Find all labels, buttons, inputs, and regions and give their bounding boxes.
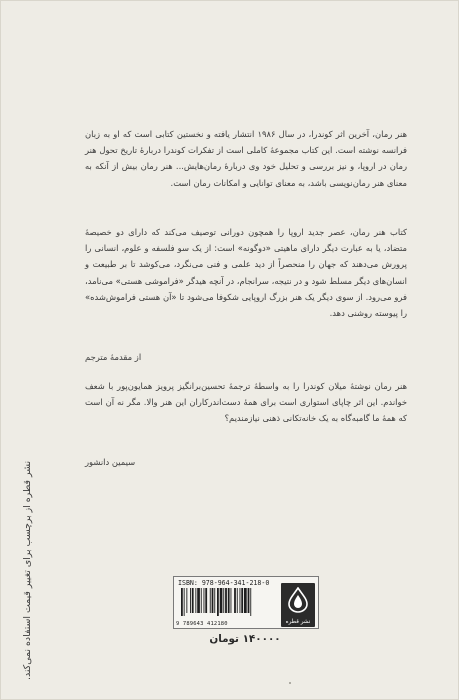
intro-paragraph-2-text: کتاب هنر رمان، عصر جدید اروپا را همچون دورانی توصیف می‌کند که دارای دو خصیصهٔ متضاد، یا به عبارت دیگر دارای ماهیتی «دوگونه» است: از یک سو فلسفه و علوم، انسانی را پرورش می‌دهند که جهان را منحصراً از دید علمی و فنی می‌نگرد، می‌کوشد تا بر طبیعت و انسان‌های دیگر مسلط شود و در نتیجه، سرانجام، در آنچه هیدگر «فراموشی هستی» می‌نامد، فرو می‌رود. از سوی دیگر یک هنر بزرگ اروپایی شکوفا می‌شود تا «آن هستی فراموش‌شده» را پیوسته روشنی دهد. xyxy=(85,227,407,319)
praise-attribution: سیمین دانشور xyxy=(85,457,136,467)
publisher-name: نشر قطره xyxy=(285,619,311,625)
intro-paragraph-1 xyxy=(85,126,407,191)
price-label-note-text: نشر قطره از برچسب برای تغییر قیمت استفاده نمی‌کند. xyxy=(22,460,33,680)
translator-intro-attribution: از مقدمهٔ مترجم xyxy=(85,352,142,362)
publisher-logo xyxy=(281,583,315,627)
price-label-note xyxy=(8,460,33,685)
isbn-label: ISBN: 978-964-341-218-0 xyxy=(178,579,270,587)
intro-paragraph-2 xyxy=(85,224,407,321)
price: ۱۴۰۰۰۰ تومان xyxy=(209,633,281,645)
praise-paragraph-text: هنر رمان نوشتهٔ میلان کوندرا را به واسطهٔ ترجمهٔ تحسین‌برانگیز پرویز همایون‌پور با شعف خواندم. این اثر چاپای استواری است برای همهٔ دست‌اندرکاران این هنر والا. مگر نه آن است که همهٔ ما گامبه‌گاه به یک خانه‌تکانی ذهنی نیازمندیم؟ xyxy=(85,381,407,424)
barcode-digits: 9 789643 412180 xyxy=(176,621,228,627)
isbn-barcode-box xyxy=(173,576,319,629)
page-dot xyxy=(289,682,291,684)
barcode-icon xyxy=(178,588,280,621)
drop-logo-icon xyxy=(287,587,309,613)
intro-paragraph-1-text: هنر رمان، آخرین اثر کوندرا، در سال ۱۹۸۶ انتشار یافته و نخستین کتابی است که او به زبان فرانسه نوشته است. این کتاب مجموعهٔ کاملی است از تفکرات کوندرا دربارهٔ تاریخ تحول هنر رمان در اروپا، و نیز بررسی و تحلیل خود وی دربارهٔ رمان‌هایش... هنر رمان بیش از آنکه به معنای هنر رمان‌نویسی باشد، به معنای توانایی و امکانات رمان است. xyxy=(85,129,407,188)
praise-paragraph xyxy=(85,378,407,427)
